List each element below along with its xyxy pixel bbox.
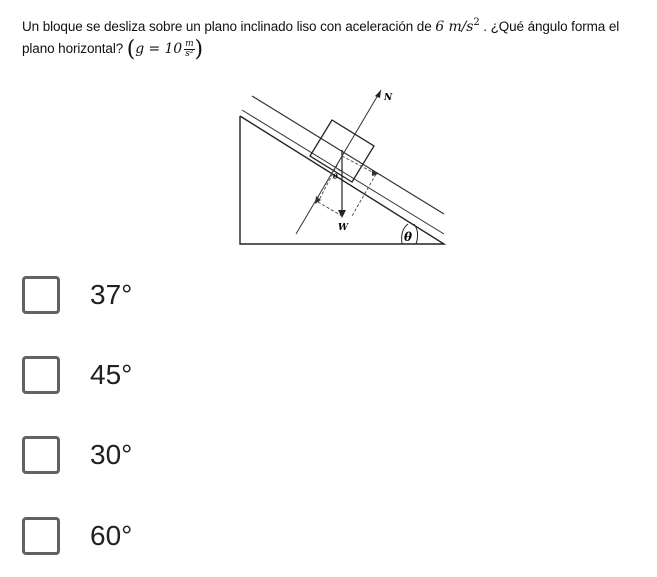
acceleration-units: m/s [448, 19, 474, 35]
question-text [22, 12, 637, 61]
option-checkbox[interactable] [22, 436, 60, 474]
acceleration-value: 6 [435, 19, 449, 35]
angle-label: θ [404, 230, 413, 244]
incline-top-line [252, 96, 444, 214]
option-45[interactable] [22, 354, 132, 396]
question-text-before: Un bloque se desliza sobre un plano inclinado liso con aceleración de [22, 19, 436, 34]
normal-arrowhead [375, 90, 381, 98]
weight-arrowhead [338, 210, 346, 218]
gravity-units-numerator: m [185, 38, 194, 49]
acceleration-expression [435, 19, 479, 35]
weight-label: W [338, 223, 349, 233]
option-checkbox[interactable] [22, 276, 60, 314]
gravity-expression: g = 10 [135, 41, 183, 57]
acceleration-exponent: 2 [473, 17, 480, 28]
inclined-plane-diagram [236, 84, 451, 249]
component-closing-dash [318, 202, 342, 216]
option-label: 30° [90, 439, 133, 470]
option-label: 60° [90, 520, 133, 551]
open-paren: ( [126, 37, 136, 62]
gravity-units-denominator: s² [185, 48, 194, 59]
option-30[interactable] [22, 434, 132, 476]
question-text-mid: . ¿Qué ángulo forma el plano horizontal? [22, 19, 620, 56]
small-angle-label: θ [333, 172, 338, 181]
option-checkbox[interactable] [22, 356, 60, 394]
close-paren: ) [194, 37, 204, 62]
option-60[interactable] [22, 515, 132, 557]
normal-label: N [384, 93, 393, 103]
option-37[interactable] [22, 274, 132, 316]
option-label: 37° [90, 279, 133, 310]
option-checkbox[interactable] [22, 517, 60, 555]
option-label: 45° [90, 359, 133, 390]
gravity-units-fraction [184, 40, 194, 59]
